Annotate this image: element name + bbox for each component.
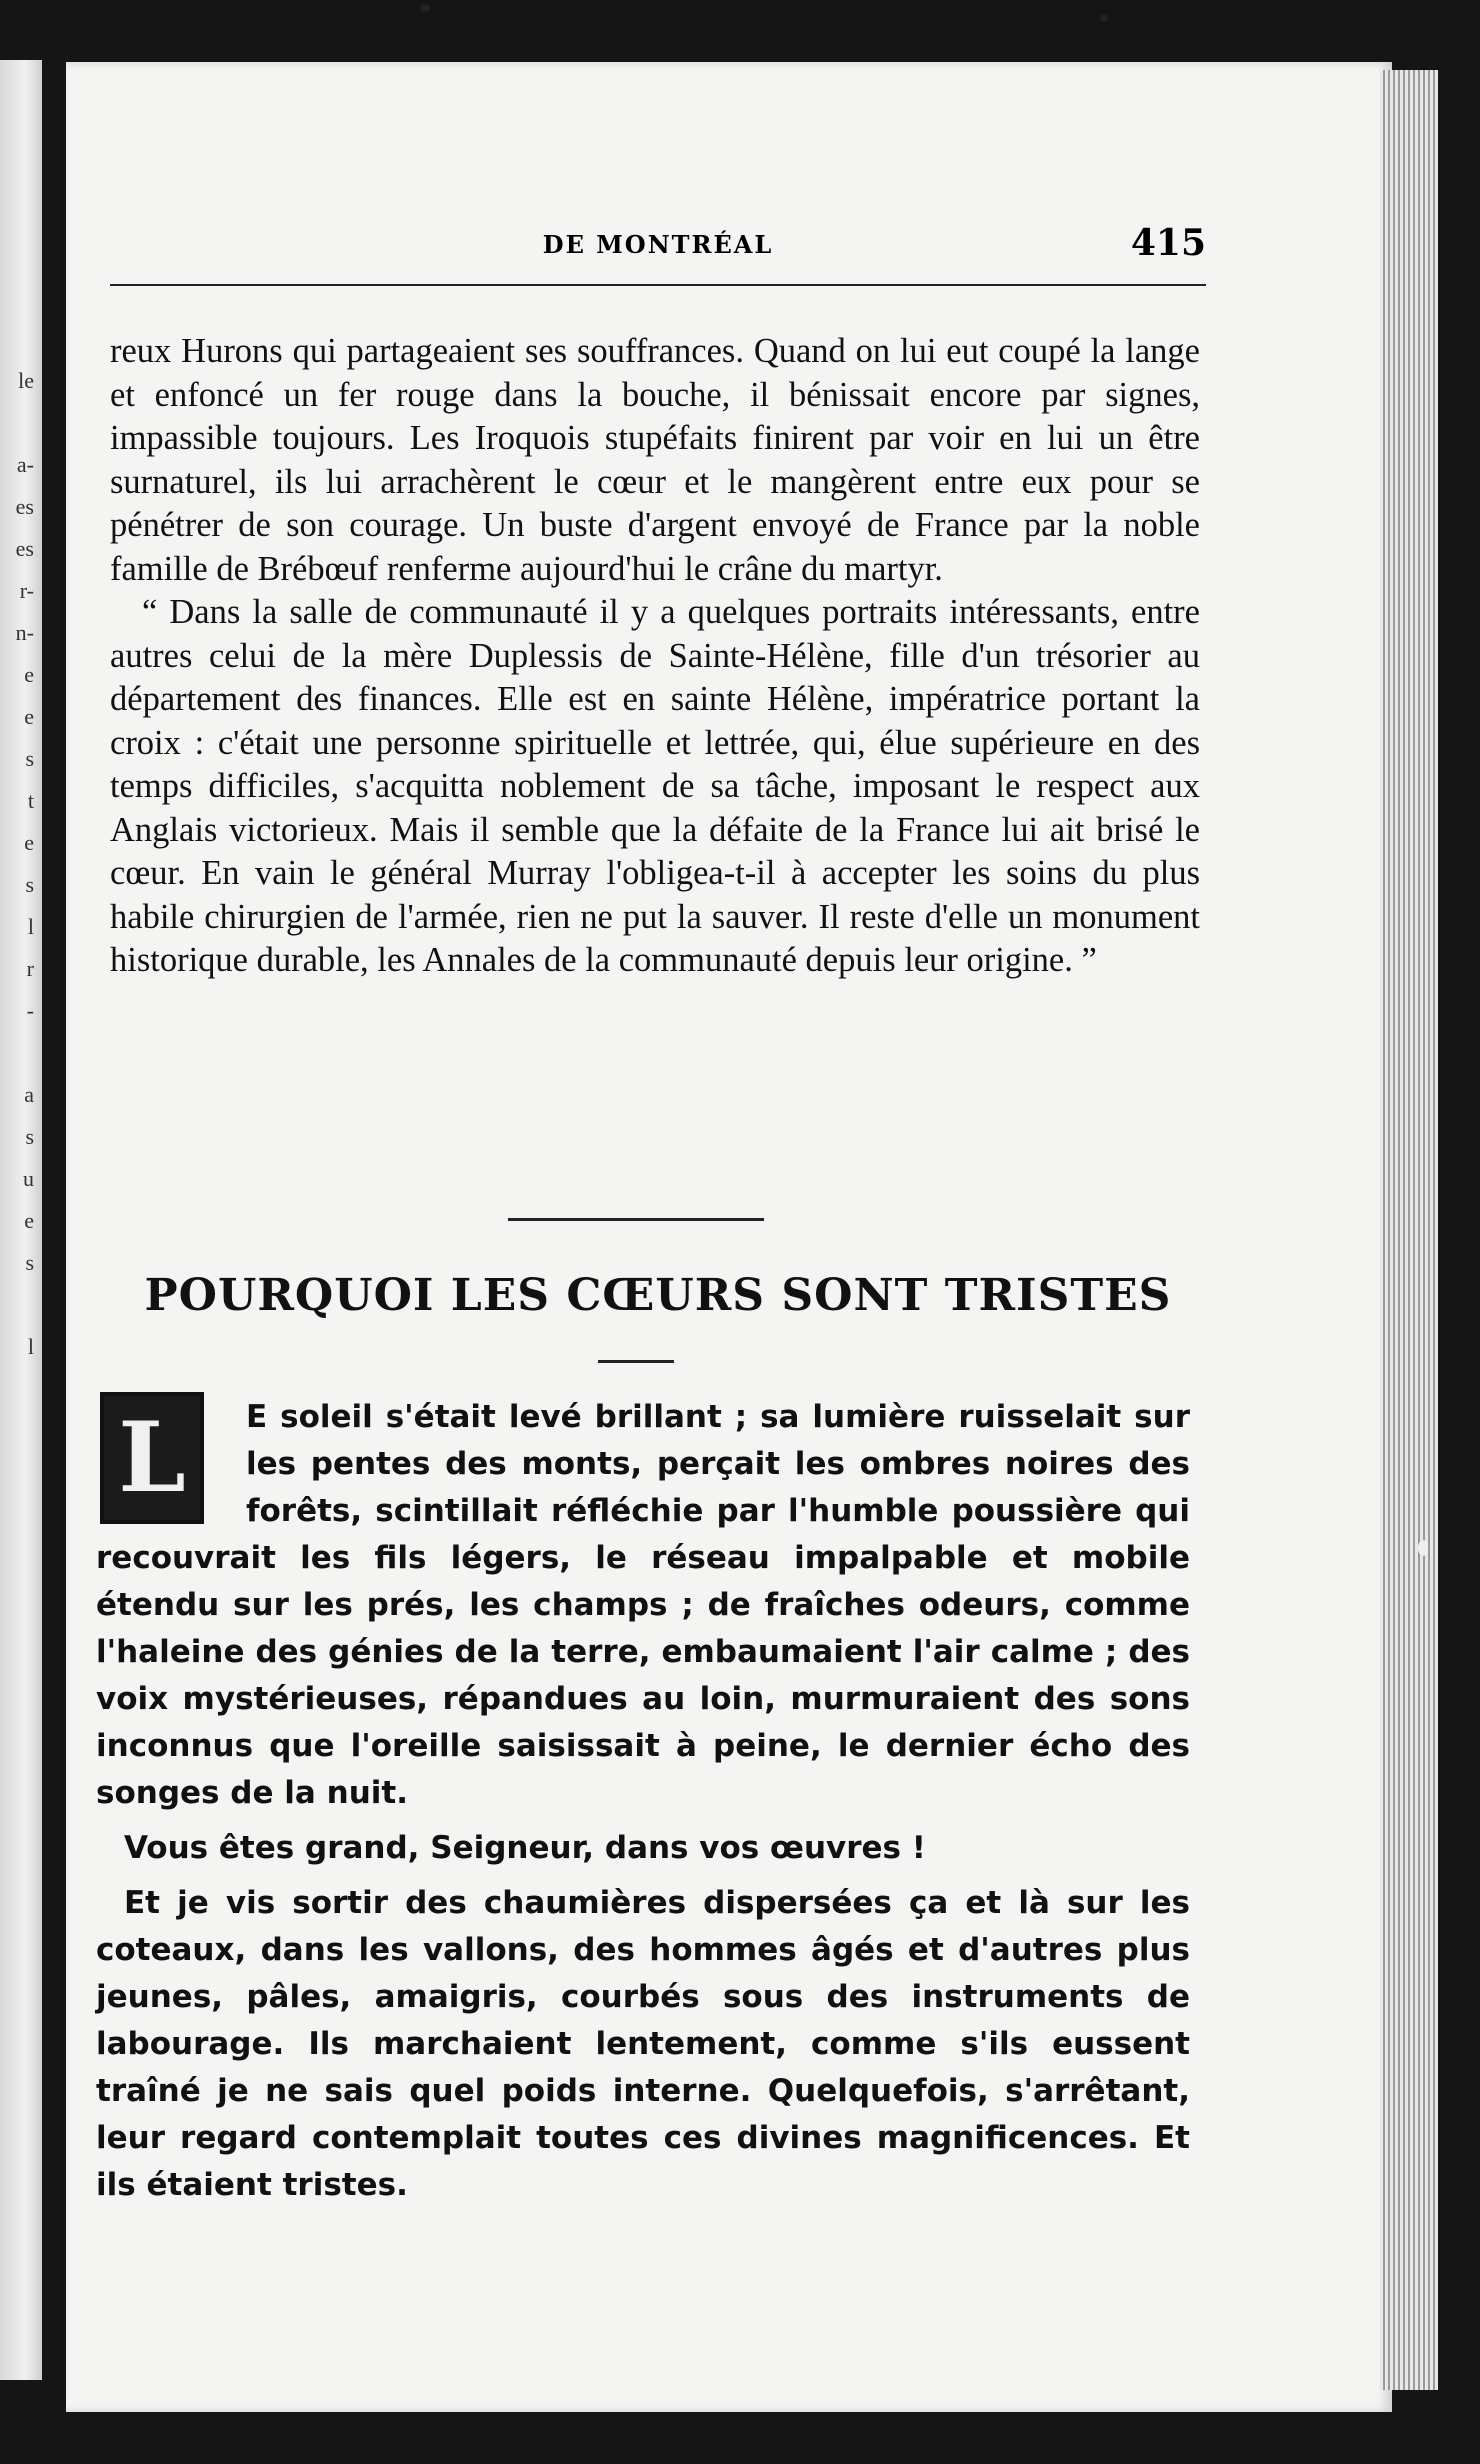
running-head [110,222,1206,272]
header-rule [110,284,1206,286]
scan-speck [1100,14,1108,22]
section-title: POURQUOI LES CŒURS SONT TRISTES [144,1270,1172,1321]
section-divider-rule [508,1218,764,1221]
page-number: 415 [1130,222,1206,264]
continuation-paragraph: reux Hurons qui partageaient ses souffrances. Quand on lui eut coupé la lange et enfoncé un fer rouge dans la bouche, il bénissait encore par signes, impassible toujours. Les Iroquois stupéfaits finirent par voir en lui un être surnaturel, ils lui arrachèrent le cœur et le mangèrent entre eux pour se pénétrer de son courage. Un buste d'argent envoyé de France par la noble famille de Brébœuf renferme aujourd'hui le crâne du martyr. [110,332,1200,588]
adjacent-page-text-fragments: le a- es es r- n- e e s t e s l r - a s u e s l [15,368,34,1359]
section-paragraph-2: Vous êtes grand, Seigneur, dans vos œuvres ! [124,1830,926,1866]
title-underline-rule [598,1360,674,1363]
section-paragraph-1: E soleil s'était levé brillant ; sa lumière ruisselait sur les pentes des monts, perçait les ombres noires des forêts, scintillait réfléchie par l'humble poussière qui recouvrait les fils légers, le réseau impalpable et mobile étendu sur les prés, les champs ; de fraîches odeurs, comme l'haleine des génies de la terre, embaumaient l'air calme ; des voix mystérieuses, répandues au loin, murmuraient des sons inconnus que l'oreille saisissait à peine, le dernier écho des songes de la nuit. [96,1399,1190,1811]
drop-cap-letter: L [118,1401,186,1514]
running-head-title: DE MONTRÉAL [542,230,774,259]
scan-speck [1418,1540,1428,1556]
book-page-edges [1380,70,1438,2390]
adjacent-page-edge [0,60,42,2380]
section-paragraph-3: Et je vis sortir des chaumières dispersées ça et là sur les coteaux, dans les vallons, des hommes âgés et d'autres plus jeunes, pâles, amaigris, courbés sous des instruments de labourage. Ils marchaient lentement, comme s'ils eussent traîné je ne sais quel poids interne. Quelquefois, s'arrêtant, leur regard contemplait toutes ces divines magnificences. Et ils étaient tristes. [96,1885,1190,2203]
continuation-text [110,330,1200,983]
quoted-paragraph: “ Dans la salle de communauté il y a quelques portraits intéressants, entre autres celui de la mère Duplessis de Sainte-Hélène, fille d'un trésorier au département des finances. Elle est en sainte Hélène, impératrice portant la croix : c'était une personne spirituelle et lettrée, qui, élue supérieure en des temps difficiles, s'acquitta noblement de sa tâche, imposant le respect aux Anglais victorieux. Mais il semble que la défaite de la France lui ait brisé le cœur. En vain le général Murray l'obligea-t-il à accepter les soins du plus habile chirurgien de l'armée, rien ne put la sauver. Il reste d'elle un monument historique durable, les Annales de la communauté depuis leur origine. ” [110,593,1200,979]
section-body [96,1394,1190,2209]
scan-speck [420,4,430,12]
